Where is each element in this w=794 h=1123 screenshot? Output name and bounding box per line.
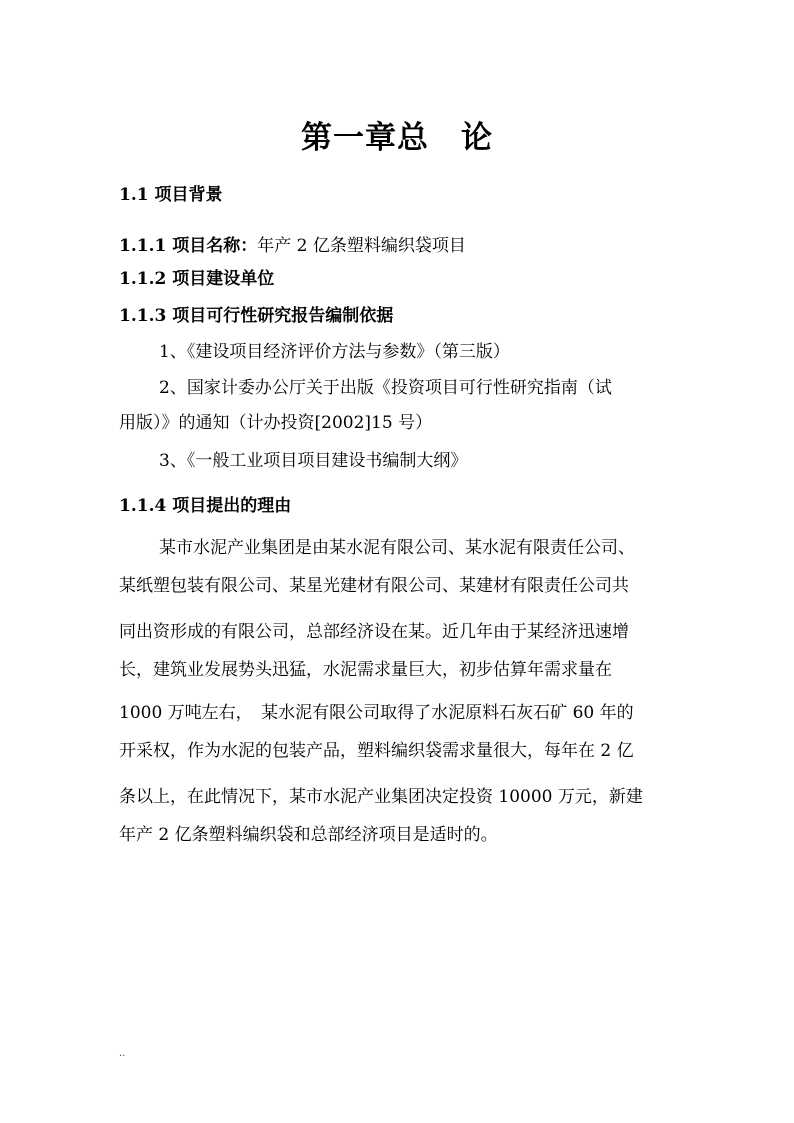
- chapter-title: 第一章总 论: [301, 120, 493, 156]
- basis-item-3: 3、《一般工业项目项目建设书编制大纲》: [159, 451, 468, 471]
- section-heading-1-1: 1.1 项目背景: [119, 185, 223, 205]
- section-heading-1-1-2: 1.1.2 项目建设单位: [119, 269, 275, 289]
- section-heading-1-1-3: 1.1.3 项目可行性研究报告编制依据: [119, 306, 394, 326]
- basis-item-2: 2、国家计委办公厅关于出版《投资项目可行性研究指南（试: [159, 378, 612, 398]
- basis-item-1: 1、《建设项目经济评价方法与参数》（第三版）: [159, 342, 510, 362]
- project-name-label: 1.1.1 项目名称：: [119, 236, 258, 256]
- section-heading-1-1-4: 1.1.4 项目提出的理由: [119, 496, 292, 516]
- basis-item-2-continued: 用版）》的通知（计办投资[2002]15 号）: [119, 413, 433, 433]
- reason-paragraph-line: 开采权，作为水泥的包装产品，塑料编织袋需求量很大，每年在 2 亿: [119, 741, 634, 761]
- reason-paragraph-line: 长，建筑业发展势头迅猛，水泥需求量巨大，初步估算年需求量在: [119, 660, 612, 680]
- reason-paragraph-line: 某市水泥产业集团是由某水泥有限公司、某水泥有限责任公司、: [159, 538, 635, 558]
- footer-mark: ..: [119, 1048, 126, 1059]
- reason-paragraph-line: 1000 万吨左右， 某水泥有限公司取得了水泥原料石灰石矿 60 年的: [119, 703, 634, 723]
- project-name-value: 年产 2 亿条塑料编织袋项目: [257, 236, 466, 256]
- reason-paragraph-line: 某纸塑包装有限公司、某星光建材有限公司、某建材有限责任公司共: [119, 576, 629, 596]
- reason-paragraph-line: 年产 2 亿条塑料编织袋和总部经济项目是适时的。: [119, 825, 498, 845]
- reason-paragraph-line: 同出资形成的有限公司，总部经济设在某。近几年由于某经济迅速增: [119, 622, 629, 642]
- section-heading-1-1-1: [119, 231, 466, 256]
- reason-paragraph-line: 条以上，在此情况下，某市水泥产业集团决定投资 10000 万元，新建: [119, 787, 643, 807]
